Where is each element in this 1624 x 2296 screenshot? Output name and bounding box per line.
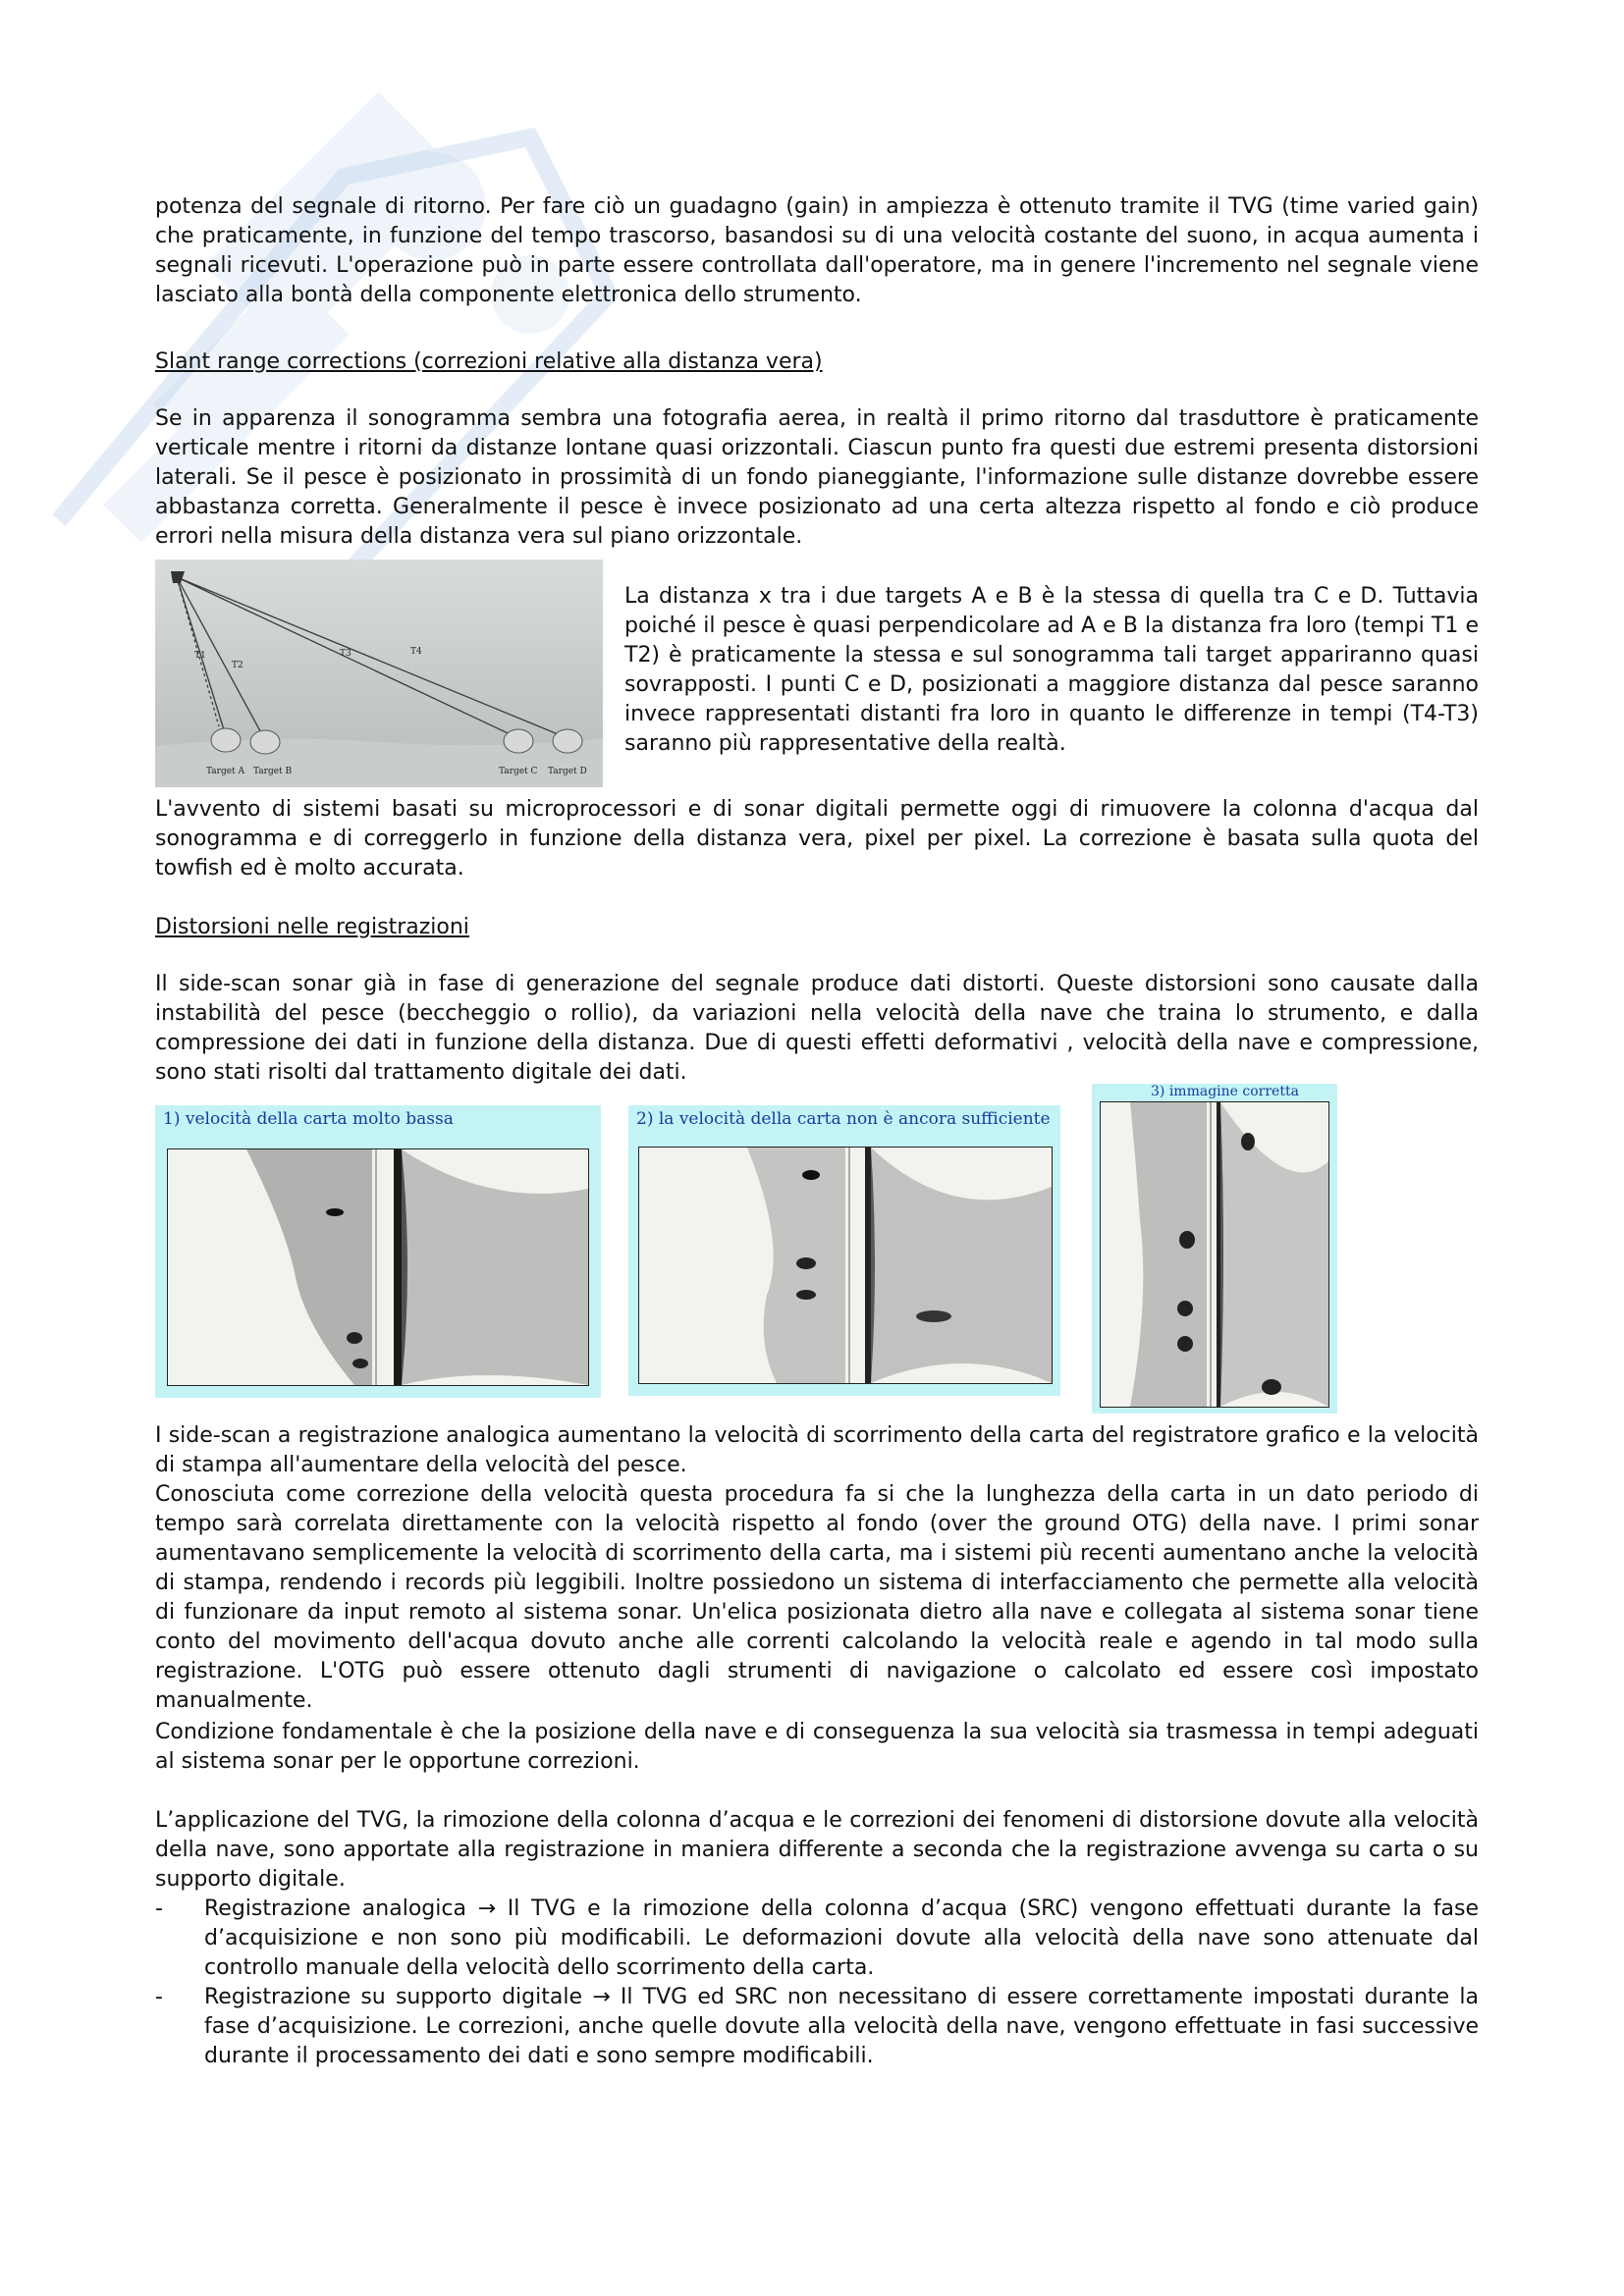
list-item-text: Registrazione su supporto digitale → Il TVG ed SRC non necessitano di essere correttamente impostati durante la fase d’acquisizione. Le correzioni, anche quelle dovute alla velocità della nave, vengono effettuate in fasi successive durante il processamento dei dati e sono sempre modificabili. <box>204 1985 1479 2068</box>
list-item-text: Registrazione analogica → Il TVG e la rimozione della colonna d’acqua (SRC) vengono effettuati durante la fase d’acquisizione e non sono più modificabili. Le deformazioni dovute alla velocità della nave sono attenuate dal controllo manuale della velocità dello scorrimento della carta. <box>204 1896 1479 1980</box>
list-dash: - <box>155 1896 163 1921</box>
sonogram-panel-1 <box>155 1105 601 1398</box>
sonogram-image-1 <box>167 1148 589 1386</box>
label-target-c: Target C <box>499 767 538 776</box>
label-target-a: Target A <box>206 767 245 776</box>
paragraph-condition: Condizione fondamentale è che la posizione della nave e di conseguenza la sua velocità sia trasmessa in tempi adeguati al sistema sonar per le opportune correzioni. <box>155 1720 1479 1774</box>
slant-range-figure <box>155 560 603 787</box>
heading-distortions: Distorsioni nelle registrazioni <box>155 915 469 939</box>
sonogram-panel-3 <box>1092 1084 1337 1414</box>
label-t4: T4 <box>410 647 422 657</box>
paragraph-otg: Conosciuta come correzione della velocità questa procedura fa si che la lunghezza della carta in un dato periodo di tempo sarà correlata direttamente con la velocità rispetto al fondo (over the ground OTG) della nave. I primi sonar aumentavano semplicemente la velocità di scorrimento della carta, ma i sistemi più recenti aumentano anche la velocità di stampa, rendendo i records più leggibili. Inoltre possiedono un sistema di interfacciamento che permette alla velocità di funzionare da input remoto al sistema sonar. Un'elica posizionata dietro alla nave e collegata al sistema sonar tiene conto del movimento dell'acqua dovuto anche alle correnti calcolando la velocità reale e agendo in tal modo sulla registrazione. L'OTG può essere ottenuto dagli strumenti di navigazione o calcolato ed essere così impostato manualmente. <box>155 1482 1479 1713</box>
registration-list <box>155 1895 1479 2071</box>
paragraph-distortions: Il side-scan sonar già in fase di generazione del segnale produce dati distorti. Queste distorsioni sono causate dalla instabilità del pesce (beccheggio o rollio), da variazioni nella velocità della nave che traina lo strumento, e dalla compressione dei dati in funzione della distanza. Due di questi effetti deformativi , velocità della nave e compressione, sono stati risolti dal trattamento digitale dei dati. <box>155 972 1479 1085</box>
sonogram-caption-3: 3) immagine corretta <box>1151 1084 1299 1099</box>
sonogram-caption-1: 1) velocità della carta molto bassa <box>163 1109 454 1129</box>
label-target-d: Target D <box>548 767 587 776</box>
sonogram-image-3 <box>1100 1101 1329 1408</box>
label-t3: T3 <box>340 649 352 659</box>
target-a <box>211 728 241 752</box>
label-target-b: Target B <box>253 767 293 776</box>
sonogram-caption-2: 2) la velocità della carta non è ancora sufficiente <box>636 1109 1051 1129</box>
paragraph-targets: La distanza x tra i due targets A e B è la stessa di quella tra C e D. Tuttavia poiché il pesce è quasi perpendicolare ad A e B la distanza fra loro (tempi T1 e T2) è praticamente la stessa e sul sonogramma tali target appariranno quasi sovrapposti. I punti C e D, posizionati a maggiore distanza dal pesce saranno invece rappresentati distanti fra loro in quanto le differenze in tempi (T4-T3) saranno più rappresentative della realtà. <box>624 584 1479 756</box>
label-t1: T1 <box>194 651 206 661</box>
target-c <box>504 729 533 753</box>
list-item <box>155 1895 1479 1983</box>
heading-slant-range: Slant range corrections (correzioni relative alla distanza vera) <box>155 349 823 374</box>
target-d <box>553 729 582 753</box>
paragraph-slant-range: Se in apparenza il sonogramma sembra una fotografia aerea, in realtà il primo ritorno dal trasduttore è praticamente verticale mentre i ritorni da distanze lontane quasi orizzontali. Ciascun punto fra questi due estremi presenta distorsioni laterali. Se il pesce è posizionato in prossimità di un fondo pianeggiante, l'informazione sulle distanze dovrebbe essere abbastanza corretta. Generalmente il pesce è invece posizionato ad una certa altezza rispetto al fondo e ciò produce errori nella misura della distanza vera sul piano orizzontale. <box>155 406 1479 549</box>
target-b <box>250 730 280 754</box>
paragraph-tvg: potenza del segnale di ritorno. Per fare ciò un guadagno (gain) in ampiezza è ottenuto tramite il TVG (time varied gain) che praticamente, in funzione del tempo trascorso, basandosi su di una velocità costante del suono, in acqua aumenta i segnali ricevuti. L'operazione può in parte essere controllata dall'operatore, ma in genere l'incremento nel segnale viene lasciato alla bontà della componente elettronica dello strumento. <box>155 194 1479 307</box>
sonogram-panel-2 <box>628 1105 1060 1396</box>
list-item <box>155 1983 1479 2071</box>
sonogram-image-2 <box>638 1147 1053 1384</box>
list-dash: - <box>155 1985 163 2009</box>
paragraph-analog: I side-scan a registrazione analogica aumentano la velocità di scorrimento della carta del registratore grafico e la velocità di stampa all'aumentare della velocità del pesce. <box>155 1423 1479 1477</box>
label-t2: T2 <box>232 661 244 670</box>
paragraph-microprocessor: L'avvento di sistemi basati su microprocessori e di sonar digitali permette oggi di rimuovere la colonna d'acqua dal sonogramma e di correggerlo in funzione della distanza vera, pixel per pixel. La correzione è basata sulla quota del towfish ed è molto accurata. <box>155 797 1479 881</box>
paragraph-application: L’applicazione del TVG, la rimozione della colonna d’acqua e le correzioni dei fenomeni di distorsione dovute alla velocità della nave, sono apportate alla registrazione in maniera differente a seconda che la registrazione avvenga su carta o su supporto digitale. <box>155 1808 1479 1892</box>
